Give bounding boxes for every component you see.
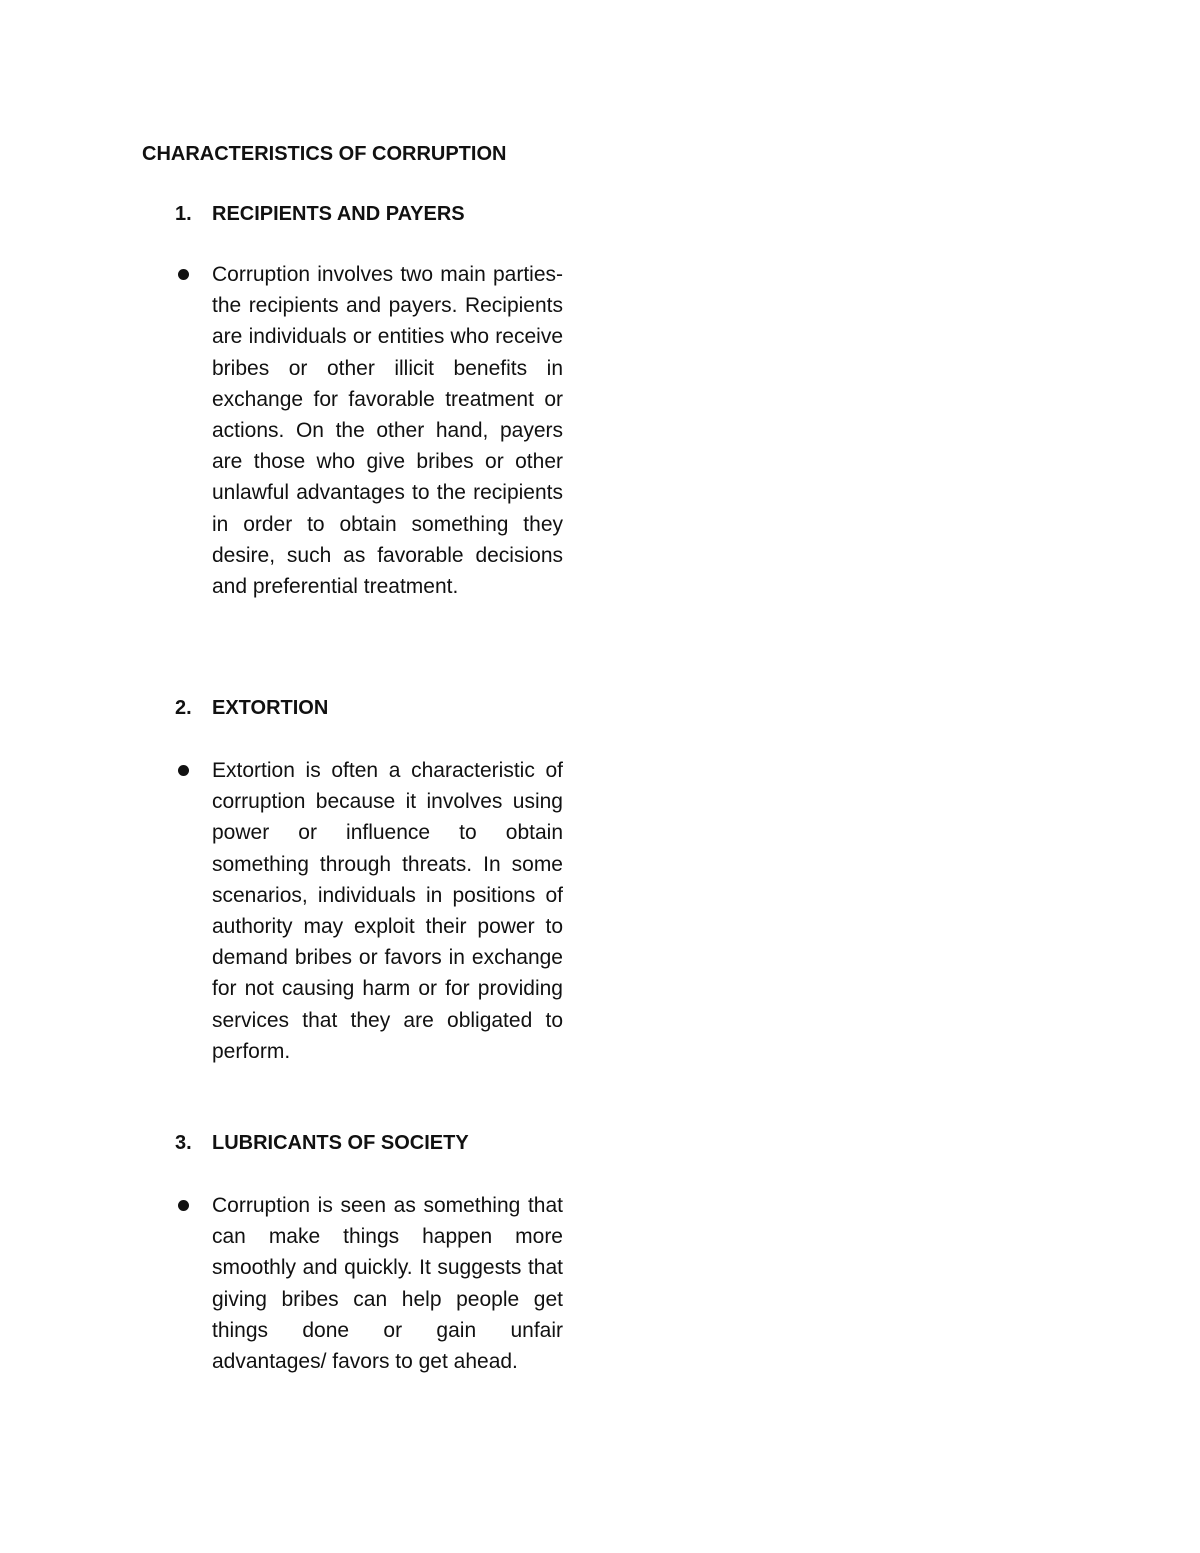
bullet-dot-icon [178,765,189,776]
document-title: CHARACTERISTICS OF CORRUPTION [142,143,507,165]
section-number: 1. [175,203,192,225]
section-number: 2. [175,697,192,719]
section-heading: LUBRICANTS OF SOCIETY [212,1132,469,1154]
section-paragraph: Corruption involves two main parties- the recipients and payers. Recipients are individuals or entities who receive bribes or other illicit benefits in exchange for favorable treatment or actions. On the other hand, payers are those who give bribes or other unlawful advantages to the recipients in order to obtain something they desire, such as favorable decisions and preferential treatment. [212,263,563,599]
section-heading: EXTORTION [212,697,329,719]
section-heading: RECIPIENTS AND PAYERS [212,203,465,225]
section-paragraph: Corruption is seen as something that can make things happen more smoothly and quickly. It suggests that giving bribes can help people get things done or gain unfair advantages/ favors to get ahead. [212,1194,563,1374]
section-number: 3. [175,1132,192,1154]
bullet-dot-icon [178,269,189,280]
section-paragraph: Extortion is often a characteristic of corruption because it involves using power or influence to obtain something through threats. In some scenarios, individuals in positions of authority may exploit their power to demand bribes or favors in exchange for not causing harm or for providing services that they are obligated to perform. [212,759,563,1063]
bullet-dot-icon [178,1200,189,1211]
